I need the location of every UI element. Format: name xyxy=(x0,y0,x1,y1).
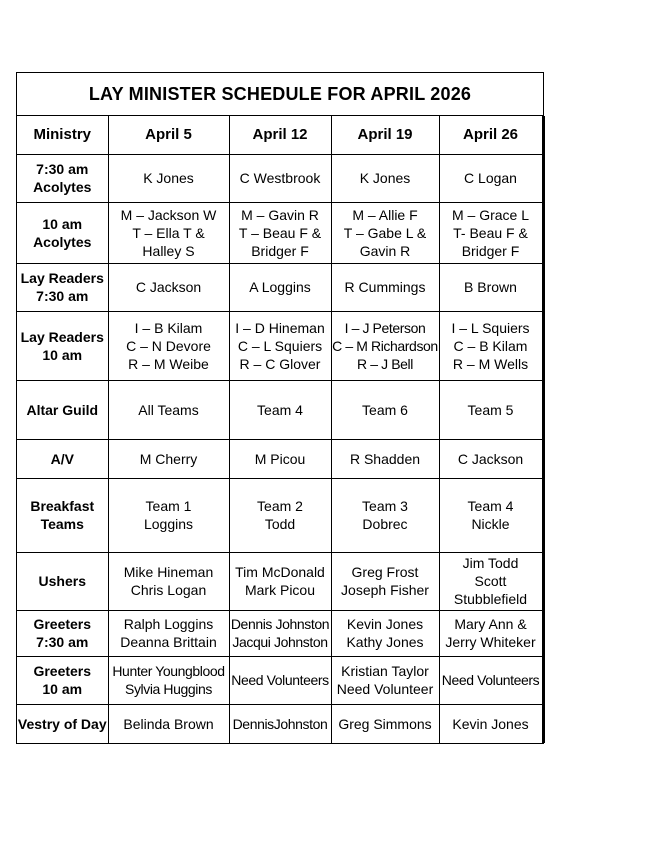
schedule-cell: Greg Simmons xyxy=(331,704,439,743)
header-april-19: April 19 xyxy=(331,116,439,154)
schedule-cell: Mike Hineman Chris Logan xyxy=(108,552,229,610)
schedule-cell: Hunter Youngblood Sylvia Huggins xyxy=(108,656,229,704)
table-row xyxy=(17,704,543,743)
ministry-label: 7:30 am Acolytes xyxy=(17,154,108,202)
schedule-cell: Mary Ann & Jerry Whiteker xyxy=(439,610,543,656)
schedule-cell: K Jones xyxy=(331,154,439,202)
schedule-cell: Kristian Taylor Need Volunteer xyxy=(331,656,439,704)
table-row xyxy=(17,311,543,380)
table-row xyxy=(17,439,543,478)
schedule-cell: R Shadden xyxy=(331,439,439,478)
ministry-label: Altar Guild xyxy=(17,380,108,439)
schedule-cell: DennisJohnston xyxy=(229,704,331,743)
schedule-cell: I – B Kilam C – N Devore R – M Weibe xyxy=(108,311,229,380)
schedule-cell: M Cherry xyxy=(108,439,229,478)
schedule-cell: Team 2 Todd xyxy=(229,478,331,552)
ministry-label: Lay Readers 10 am xyxy=(17,311,108,380)
ministry-label: Greeters 7:30 am xyxy=(17,610,108,656)
schedule-cell: Team 4 Nickle xyxy=(439,478,543,552)
table-row xyxy=(17,656,543,704)
schedule-cell: Kevin Jones Kathy Jones xyxy=(331,610,439,656)
header-row xyxy=(17,116,543,154)
schedule-cell: M – Gavin R T – Beau F & Bridger F xyxy=(229,202,331,263)
schedule-cell: Team 3 Dobrec xyxy=(331,478,439,552)
schedule-cell: M – Jackson W T – Ella T & Halley S xyxy=(108,202,229,263)
ministry-label: A/V xyxy=(17,439,108,478)
schedule-cell: Team 1 Loggins xyxy=(108,478,229,552)
schedule-cell: Jim Todd Scott Stubblefield xyxy=(439,552,543,610)
schedule-cell: B Brown xyxy=(439,263,543,311)
ministry-label: Breakfast Teams xyxy=(17,478,108,552)
schedule-cell: Belinda Brown xyxy=(108,704,229,743)
schedule-cell: Team 6 xyxy=(331,380,439,439)
table-row xyxy=(17,478,543,552)
schedule-cell: I – D Hineman C – L Squiers R – C Glover xyxy=(229,311,331,380)
header-april-12: April 12 xyxy=(229,116,331,154)
ministry-label: Greeters 10 am xyxy=(17,656,108,704)
ministry-label: 10 am Acolytes xyxy=(17,202,108,263)
table-row xyxy=(17,202,543,263)
schedule-cell: C Westbrook xyxy=(229,154,331,202)
schedule-cell: C Logan xyxy=(439,154,543,202)
header-ministry: Ministry xyxy=(17,116,108,154)
schedule-cell: Team 4 xyxy=(229,380,331,439)
schedule-cell: Greg Frost Joseph Fisher xyxy=(331,552,439,610)
ministry-label: Lay Readers 7:30 am xyxy=(17,263,108,311)
schedule-cell: Dennis Johnston Jacqui Johnston xyxy=(229,610,331,656)
header-april-5: April 5 xyxy=(108,116,229,154)
header-april-26: April 26 xyxy=(439,116,543,154)
schedule-cell: M – Grace L T- Beau F & Bridger F xyxy=(439,202,543,263)
table-row xyxy=(17,263,543,311)
schedule-title: LAY MINISTER SCHEDULE FOR APRIL 2026 xyxy=(17,73,543,116)
schedule-cell: A Loggins xyxy=(229,263,331,311)
schedule-cell: Team 5 xyxy=(439,380,543,439)
schedule-cell: Tim McDonald Mark Picou xyxy=(229,552,331,610)
schedule-cell: All Teams xyxy=(108,380,229,439)
schedule-cell: K Jones xyxy=(108,154,229,202)
schedule-cell: I – L Squiers C – B Kilam R – M Wells xyxy=(439,311,543,380)
schedule-cell: Kevin Jones xyxy=(439,704,543,743)
schedule-cell: C Jackson xyxy=(439,439,543,478)
table-row xyxy=(17,380,543,439)
schedule-cell: C Jackson xyxy=(108,263,229,311)
schedule-cell: Need Volunteers xyxy=(229,656,331,704)
ministry-label: Ushers xyxy=(17,552,108,610)
schedule-cell: M Picou xyxy=(229,439,331,478)
schedule-table xyxy=(16,72,544,744)
schedule-cell: Ralph Loggins Deanna Brittain xyxy=(108,610,229,656)
table-row xyxy=(17,610,543,656)
schedule-cell: Need Volunteers xyxy=(439,656,543,704)
table-row xyxy=(17,154,543,202)
ministry-label: Vestry of Day xyxy=(17,704,108,743)
schedule-cell: I – J Peterson C – M Richardson R – J Bell xyxy=(331,311,439,380)
schedule-grid xyxy=(17,116,545,743)
table-row xyxy=(17,552,543,610)
schedule-cell: R Cummings xyxy=(331,263,439,311)
schedule-cell: M – Allie F T – Gabe L & Gavin R xyxy=(331,202,439,263)
